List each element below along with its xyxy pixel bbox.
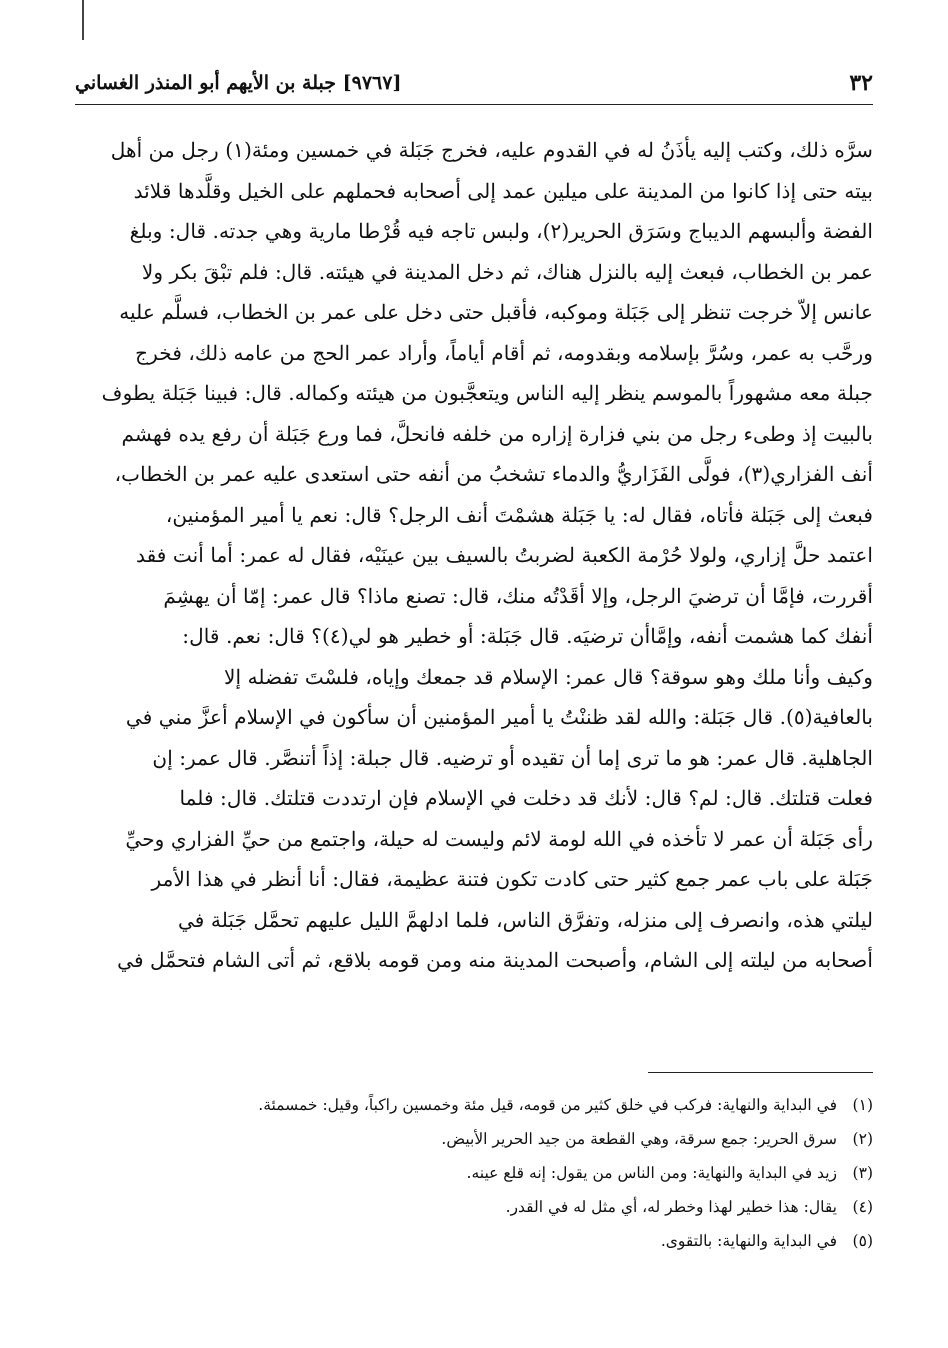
running-title: [٩٧٦٧] جبلة بن الأيهم أبو المنذر الغساني <box>75 72 402 94</box>
footnote-text: في البداية والنهاية: فركب في خلق كثير من قومه، قيل مئة وخمسين راكباً، وقيل: خمسمئة. <box>258 1096 837 1114</box>
footnote-number: (٥) <box>852 1232 873 1250</box>
body-line: اعتمد حلَّ إزاري، ولولا حُرْمة الكعبة لضربتُ بالسيف بين عينَيْه، فقال له عمر: أما أنت فقد <box>135 543 873 567</box>
body-line: فعلت قتلتك. قال: لم؟ قال: لأنك قد دخلت في الإسلام فإن ارتددت قتلتك. قال: فلما <box>179 786 873 810</box>
body-line: أنف الفزاري(٣)، فولَّى الفَزَاريُّ والدماء تشخبُ من أنفه حتى استعدى عليه عمر بن الخطاب، <box>114 462 873 486</box>
body-line: عانس إلاّ خرجت تنظر إلى جَبَلة وموكبه، فأقبل حتى دخل على عمر بن الخطاب، فسلَّم عليه <box>119 300 873 324</box>
footnote-number: (٢) <box>852 1130 873 1148</box>
body-line: ليلتي هذه، وانصرف إلى منزله، وتفرَّق الناس، فلما ادلهمَّ الليل عليهم تحمَّل جَبَلة في <box>177 907 873 932</box>
footnote-text: سرق الحرير: جمع سرقة، وهي القطعة من جيد الحرير الأبيض. <box>441 1130 837 1148</box>
body-line: ورحَّب به عمر، وسُرَّ بإسلامه وبقدومه، ثم أقام أياماً، وأراد عمر الحج من عامه ذلك، فخرج <box>135 340 873 365</box>
footnote <box>75 1190 873 1224</box>
footnote <box>75 1224 873 1258</box>
header-rule <box>75 104 873 105</box>
footnote <box>75 1088 873 1122</box>
footnote <box>75 1122 873 1156</box>
body-line: الجاهلية. قال عمر: هو ما ترى إما أن تقيده أو ترضيه. قال جبلة: إذاً أتنصَّر. قال عمر: إن <box>152 745 873 770</box>
footnote-text: زيد في البداية والنهاية: ومن الناس من يقول: إنه قلع عينه. <box>466 1164 837 1182</box>
body-line: أنفك كما هشمت أنفه، وإمَّاأن ترضيَه. قال جَبَلة: أو خطير هو لي(٤)؟ قال: نعم. قال: <box>182 624 873 648</box>
footnote-number: (١) <box>852 1096 873 1114</box>
body-line: سرَّه ذلك، وكتب إليه يأذَنُ له في القدوم عليه، فخرج جَبَلة في خمسين ومئة(١) رجل من أهل <box>110 138 873 162</box>
body-line: جَبَلة على باب عمر جمع كثير حتى كادت تكون فتنة عظيمة، فقال: أنا أنظر في هذا الأمر <box>151 867 873 891</box>
page-number: ٣٢ <box>849 70 873 96</box>
page-header <box>75 66 873 102</box>
footnote <box>75 1156 873 1190</box>
footnote-number: (٤) <box>852 1198 873 1216</box>
body-line: أقررت، فإمَّا أن ترضيَ الرجل، وإلا أقَدْتُه منك، قال: تصنع ماذا؟ قال عمر: إمّا أن يهشِمَ <box>163 583 873 608</box>
footnote-number: (٣) <box>852 1164 873 1182</box>
footnote-text: في البداية والنهاية: بالتقوى. <box>660 1232 837 1250</box>
footnote-separator <box>648 1072 873 1073</box>
body-line: أصحابه من ليلته إلى الشام، وأصبحت المدينة منه ومن قومه بلاقع، ثم أتى الشام فتحمَّل في <box>117 948 873 972</box>
body-line: بالبيت إذ وطىء رجل من بني فزارة إزاره من خلفه فانحلَّ، فما ورع جَبَلة أن رفع يده فهشم <box>121 421 873 446</box>
body-line: بيته حتى إذا كانوا من المدينة على ميلين عمد إلى أصحابه فحملهم على الخيل وقلَّدها قلائد <box>133 178 873 203</box>
scan-edge-line <box>82 0 84 40</box>
footnotes <box>75 1088 873 1258</box>
body-line: عمر بن الخطاب، فبعث إليه بالنزل هناك، ثم دخل المدينة في هيئته. قال: فلم تبْقَ بكر ولا <box>141 259 873 284</box>
footnote-text: يقال: هذا خطير لهذا وخطر له، أي مثل له في القدر. <box>505 1198 837 1216</box>
body-line: فبعث إلى جَبَلة فأتاه، فقال له: يا جَبَلة هشمْتَ أنف الرجل؟ قال: نعم يا أمير المؤمنين، <box>165 502 873 527</box>
body-line: بالعافية(٥). قال جَبَلة: والله لقد ظننْتُ يا أمير المؤمنين أن سأكون في الإسلام أعزَّ مني في <box>125 705 873 729</box>
body-line: رأى جَبَلة أن عمر لا تأخذه في الله لومة لائم وليست له حيلة، واجتمع من حيِّ الفزاري وحيِّ <box>125 826 873 851</box>
body-text <box>72 130 873 981</box>
body-line: الفضة وألبسهم الديباج وسَرَق الحرير(٢)، ولبس تاجه فيه قُرْطا مارية وهي جدته. قال: وبلغ <box>129 219 873 243</box>
body-line: وكيف وأنا ملك وهو سوقة؟ قال عمر: الإسلام قد جمعك وإياه، فلسْتَ تفضله إلا <box>224 664 873 689</box>
body-line: جبلة معه مشهوراً بالموسم ينظر إليه الناس ويتعجَّبون من هيئته وكماله. قال: فبينا جَبَلة يطوف <box>101 381 873 405</box>
